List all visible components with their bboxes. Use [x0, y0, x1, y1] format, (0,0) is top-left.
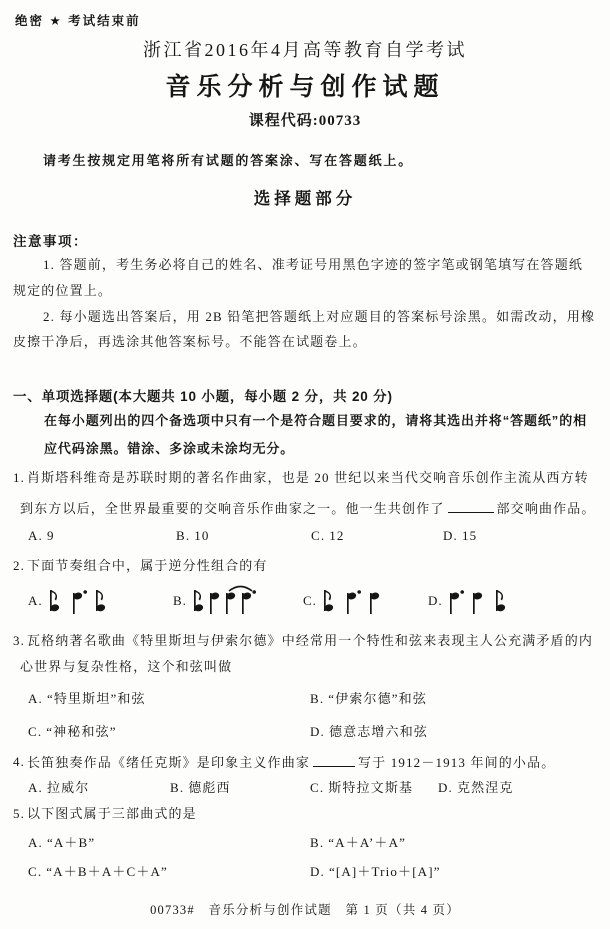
rhythm-notation-a: [48, 584, 112, 618]
q1-line2-before: 到东方以后，全世界最重要的交响音乐作曲家之一。他一生共创作了: [20, 501, 445, 516]
q1-blank-underline: [448, 500, 494, 513]
q1-line2: [20, 500, 596, 517]
note-item2-line2: 皮擦干净后，再选涂其他答案标号。不能答在试题卷上。: [13, 334, 367, 349]
q5-option-d: D. “[A]＋Trio＋[A]”: [310, 864, 441, 879]
q5-number: 5.: [13, 806, 26, 821]
q4-number: 4.: [13, 754, 26, 769]
q5-options-row1: [0, 835, 610, 853]
q4-text-after: 写于 1912－1913 年间的小品。: [358, 755, 556, 770]
q2-option-d: D.: [428, 584, 512, 618]
exam-title: 浙江省2016年4月高等教育自学考试: [143, 40, 467, 60]
q4-text: [27, 754, 555, 771]
q1-line1: 肖斯塔科维奇是苏联时期的著名作曲家，也是 20 世纪以来当代交响音乐创作主流从西方转: [27, 470, 589, 485]
page-footer: 00733# 音乐分析与创作试题 第 1 页（共 4 页）: [150, 903, 460, 917]
rhythm-notation-b: [192, 584, 258, 618]
q2-option-b: B.: [173, 584, 258, 618]
q1-options-row: [0, 528, 610, 546]
paper-title: 音乐分析与创作试题: [165, 73, 445, 101]
q3-line2: 心世界与复杂性格，这个和弦叫做: [20, 659, 233, 674]
q2-option-c: C.: [303, 584, 386, 618]
q5-options-row2: [0, 864, 610, 882]
choice-section-heading: 选择题部分: [253, 190, 357, 208]
part1-note-line1: 在每小题列出的四个备选项中只有一个是符合题目要求的，请将其选出并将“答题纸”的相: [44, 413, 588, 428]
note-item2-line1: 2. 每小题选出答案后，用 2B 铅笔把答题纸上对应题目的答案标号涂黑。如需改动，用橡: [43, 309, 596, 324]
q3-number: 3.: [13, 633, 26, 648]
q3-option-d: D. 德意志增六和弦: [310, 724, 429, 739]
q4-options-row: [0, 780, 610, 798]
rhythm-notation-d: [448, 584, 512, 618]
q4-option-b: B. 德彪西: [170, 780, 231, 795]
q1-option-b: B. 10: [176, 528, 210, 543]
part1-heading: 一、单项选择题(本大题共 10 小题，每小题 2 分，共 20 分): [13, 389, 393, 404]
rhythm-notation-c: [322, 584, 386, 618]
q3-option-b: B. “伊索尔德”和弦: [310, 691, 427, 706]
q3-line1: 瓦格纳著名歌曲《特里斯坦与伊索尔德》中经常用一个特性和弦来表现主人公充满矛盾的内: [27, 633, 594, 648]
q4-option-a: A. 拉威尔: [28, 780, 90, 795]
q3-option-a: A. “特里斯坦”和弦: [28, 691, 146, 706]
q2-option-a: A.: [28, 584, 112, 618]
q1-line2-after: 部交响曲作品。: [496, 501, 596, 516]
q4-option-d: D. 克然涅克: [438, 780, 514, 795]
q4-option-c: C. 斯特拉文斯基: [310, 780, 414, 795]
q3-option-c: C. “神秘和弦”: [28, 724, 117, 739]
course-code: 课程代码:00733: [248, 113, 362, 129]
q5-option-b: B. “A＋A’＋A”: [310, 835, 407, 850]
q1-number: 1.: [13, 470, 26, 485]
q3-options-row2: [0, 724, 610, 742]
note-item1-line2: 规定的位置上。: [13, 283, 113, 298]
q5-option-a: A. “A＋B”: [28, 835, 96, 850]
q3-options-row1: [0, 691, 610, 709]
notes-heading: 注意事项：: [13, 234, 88, 249]
q5-text: 以下图式属于三部曲式的是: [27, 806, 197, 821]
q4-blank-underline: [313, 754, 355, 767]
part1-note-line2: 应代码涂黑。错涂、多涂或未涂均无分。: [44, 441, 295, 456]
q1-option-c: C. 12: [311, 528, 345, 543]
q1-option-d: D. 15: [443, 528, 478, 543]
answer-sheet-instruction: 请考生按规定用笔将所有试题的答案涂、写在答题纸上。: [43, 153, 414, 168]
q5-option-c: C. “A＋B＋A＋C＋A”: [28, 864, 168, 879]
q2-number: 2.: [13, 558, 26, 573]
secrecy-label: 绝密 ★ 考试结束前: [15, 14, 141, 28]
q1-option-a: A. 9: [28, 528, 55, 543]
q4-text-before: 长笛独奏作品《绪任克斯》是印象主义作曲家: [27, 755, 311, 770]
q2-text: 下面节奏组合中，属于逆分性组合的有: [27, 558, 268, 573]
note-item1-line1: 1. 答题前，考生务必将自己的姓名、准考证号用黑色字迹的签字笔或钢笔填写在答题纸: [43, 257, 584, 272]
